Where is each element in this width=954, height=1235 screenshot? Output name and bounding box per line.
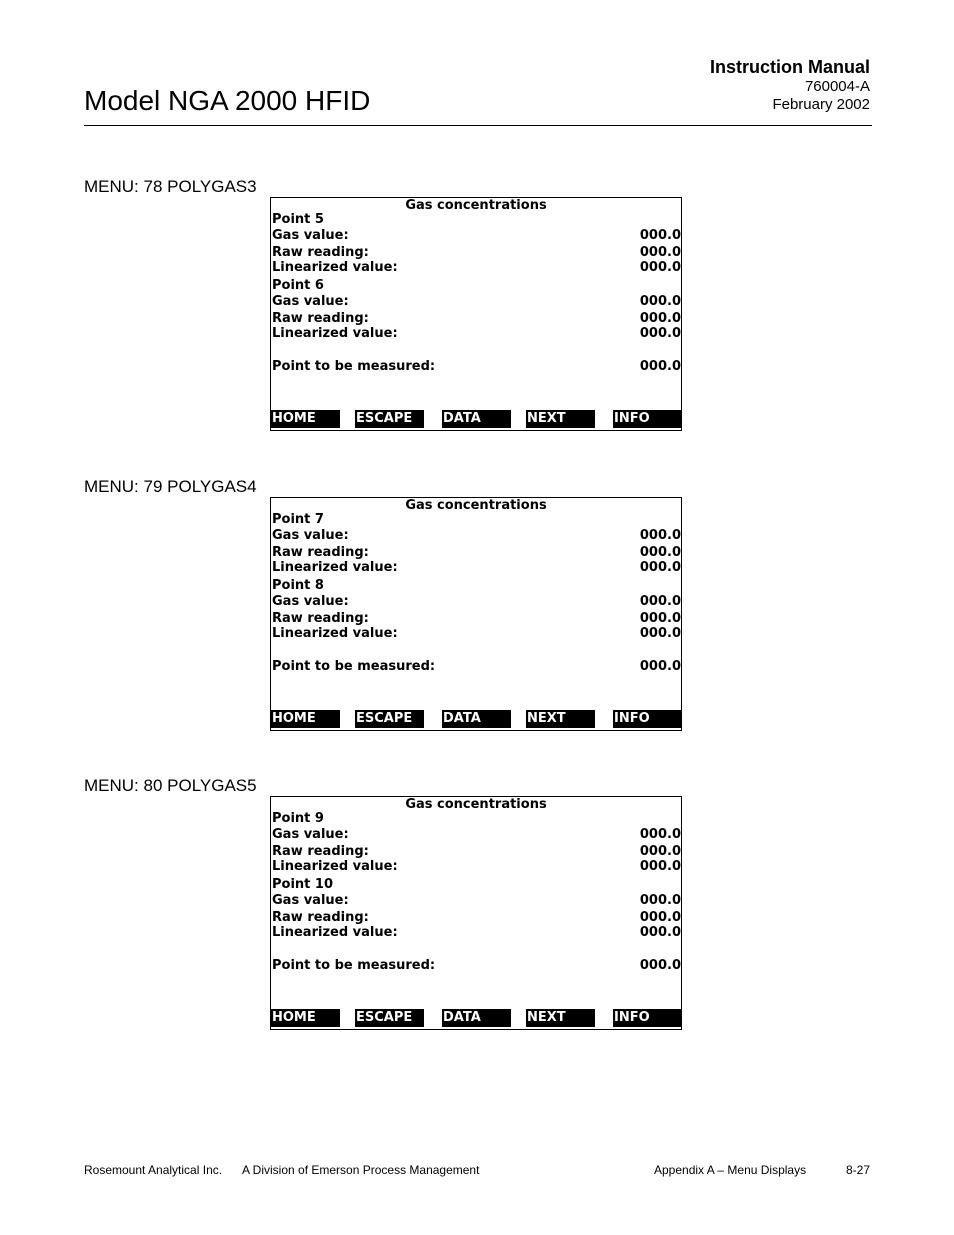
point-to-be-measured-row: [272, 958, 681, 973]
screen-row: [272, 260, 681, 275]
row-label: Linearized value:: [272, 925, 398, 940]
row-label: Gas value:: [272, 594, 349, 609]
softkey-bar: [271, 410, 681, 428]
row-value: 000.0: [639, 311, 681, 326]
row-label: Raw reading:: [272, 545, 369, 560]
row-label: Raw reading:: [272, 311, 369, 326]
manual-title: Instruction Manual: [709, 57, 870, 77]
footer-section: Appendix A – Menu Displays: [654, 1163, 807, 1177]
screen-row: [272, 877, 681, 892]
screen-row: [272, 528, 681, 543]
row-value: 000.0: [639, 893, 681, 908]
menu-label: MENU: 78 POLYGAS3: [84, 177, 257, 196]
screen-row: [272, 611, 681, 626]
screen-row: [272, 893, 681, 908]
softkey-home[interactable]: HOME: [271, 410, 340, 428]
row-value: 000.0: [639, 594, 681, 609]
row-label: Gas value:: [272, 827, 349, 842]
softkey-info[interactable]: INFO: [613, 410, 682, 428]
doc-number: 760004-A: [804, 78, 870, 95]
display-screen: [270, 197, 682, 431]
row-label: Linearized value:: [272, 326, 398, 341]
row-label: Point 10: [272, 877, 334, 892]
screen-row: [272, 578, 681, 593]
row-label: Gas value:: [272, 893, 349, 908]
softkey-next[interactable]: NEXT: [526, 710, 595, 728]
row-label: Linearized value:: [272, 859, 398, 874]
row-value: 000.0: [639, 925, 681, 940]
screen-row: [272, 811, 681, 826]
row-label: Gas value:: [272, 228, 349, 243]
row-value: 000.0: [639, 260, 681, 275]
screen-title: Gas concentrations: [405, 198, 547, 213]
row-value: 000.0: [639, 910, 681, 925]
point-to-be-measured-row: [272, 659, 681, 674]
row-label: Raw reading:: [272, 611, 369, 626]
row-value: 000.0: [639, 611, 681, 626]
row-label: Point 7: [272, 512, 324, 527]
row-label: Raw reading:: [272, 844, 369, 859]
screen-row: [272, 545, 681, 560]
point-to-be-measured-row: [272, 359, 681, 374]
row-value: 000.0: [639, 294, 681, 309]
screen-title: Gas concentrations: [405, 797, 547, 812]
row-value: 000.0: [639, 528, 681, 543]
softkey-data[interactable]: DATA: [442, 710, 511, 728]
row-label: Point 6: [272, 278, 324, 293]
screen-row: [272, 859, 681, 874]
display-screen: [270, 497, 682, 731]
footer-company: Rosemount Analytical Inc.: [84, 1163, 223, 1177]
softkey-home[interactable]: HOME: [271, 1009, 340, 1027]
screen-row: [272, 844, 681, 859]
softkey-escape[interactable]: ESCAPE: [355, 410, 424, 428]
row-value: 000.0: [639, 326, 681, 341]
screen-row: [272, 326, 681, 341]
doc-date: February 2002: [772, 96, 870, 113]
row-value: 000.0: [639, 560, 681, 575]
screen-row: [272, 294, 681, 309]
row-value: 000.0: [639, 827, 681, 842]
screen-row: [272, 560, 681, 575]
softkey-bar: [271, 710, 681, 728]
screen-row: [272, 278, 681, 293]
screen-row: [272, 626, 681, 641]
document-title: Model NGA 2000 HFID: [84, 85, 371, 116]
row-value: 000.0: [639, 228, 681, 243]
row-value: 000.0: [639, 359, 681, 374]
row-value: 000.0: [639, 626, 681, 641]
footer-division: A Division of Emerson Process Management: [242, 1163, 480, 1177]
screen-row: [272, 212, 681, 227]
row-label: Linearized value:: [272, 260, 398, 275]
row-label: Raw reading:: [272, 245, 369, 260]
row-label: Gas value:: [272, 528, 349, 543]
header-rule: [84, 125, 872, 126]
screen-row: [272, 228, 681, 243]
screen-row: [272, 827, 681, 842]
softkey-home[interactable]: HOME: [271, 710, 340, 728]
row-label: Raw reading:: [272, 910, 369, 925]
softkey-next[interactable]: NEXT: [526, 1009, 595, 1027]
screen-title: Gas concentrations: [405, 498, 547, 513]
softkey-next[interactable]: NEXT: [526, 410, 595, 428]
screen-row: [272, 311, 681, 326]
footer-page-number: 8-27: [845, 1163, 870, 1177]
row-label: Point 5: [272, 212, 324, 227]
softkey-bar: [271, 1009, 681, 1027]
header-right: [710, 57, 870, 114]
row-label: Gas value:: [272, 294, 349, 309]
row-value: 000.0: [639, 844, 681, 859]
row-value: 000.0: [639, 859, 681, 874]
row-label: Point to be measured:: [272, 359, 436, 374]
screen-row: [272, 512, 681, 527]
softkey-info[interactable]: INFO: [613, 1009, 682, 1027]
softkey-data[interactable]: DATA: [442, 410, 511, 428]
row-label: Linearized value:: [272, 560, 398, 575]
row-label: Linearized value:: [272, 626, 398, 641]
display-screen: [270, 796, 682, 1030]
softkey-data[interactable]: DATA: [442, 1009, 511, 1027]
softkey-escape[interactable]: ESCAPE: [355, 1009, 424, 1027]
screen-row: [272, 925, 681, 940]
row-label: Point 9: [272, 811, 324, 826]
softkey-info[interactable]: INFO: [613, 710, 682, 728]
row-value: 000.0: [639, 245, 681, 260]
row-value: 000.0: [639, 958, 681, 973]
row-label: Point 8: [272, 578, 324, 593]
screen-row: [272, 594, 681, 609]
softkey-escape[interactable]: ESCAPE: [355, 710, 424, 728]
menu-label: MENU: 80 POLYGAS5: [84, 776, 257, 795]
menu-label: MENU: 79 POLYGAS4: [84, 477, 257, 496]
screen-row: [272, 910, 681, 925]
row-label: Point to be measured:: [272, 659, 436, 674]
screen-row: [272, 245, 681, 260]
row-value: 000.0: [639, 545, 681, 560]
row-label: Point to be measured:: [272, 958, 436, 973]
row-value: 000.0: [639, 659, 681, 674]
